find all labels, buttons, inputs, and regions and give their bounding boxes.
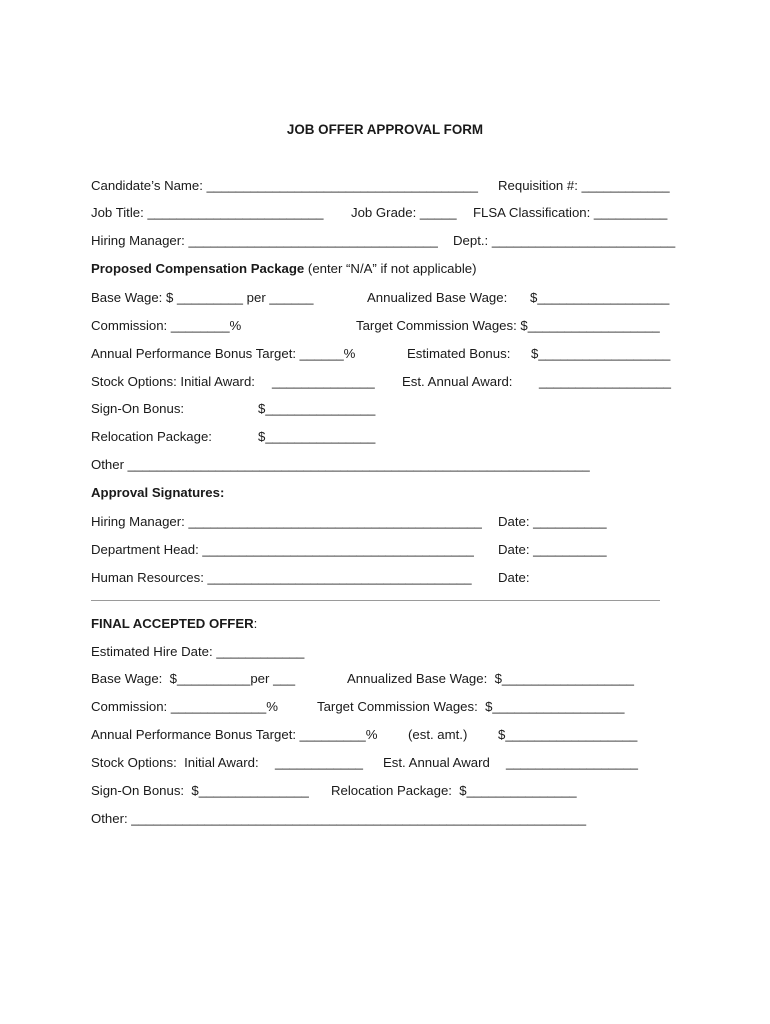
final-heading-colon: : <box>253 616 258 631</box>
target-commission-field[interactable]: Target Commission Wages: $__________________ <box>356 318 660 333</box>
final-annualized-base-wage-field[interactable]: Annualized Base Wage: $__________________ <box>347 671 634 686</box>
final-base-wage-field[interactable]: Base Wage: $__________per ___ <box>91 671 296 686</box>
final-stock-options-label: Stock Options: Initial Award: <box>91 755 259 770</box>
requisition-field[interactable]: Requisition #: ____________ <box>498 178 670 193</box>
final-bonus-target-field[interactable]: Annual Performance Bonus Target: _________% <box>91 727 378 742</box>
candidate-name-field[interactable]: Candidate’s Name: _____________________________________ <box>91 178 478 193</box>
department-head-signature-field[interactable]: Department Head: _____________________________________ <box>91 542 474 557</box>
hiring-manager-date-field[interactable]: Date: __________ <box>498 514 607 529</box>
sign-on-bonus-field[interactable]: $_______________ <box>258 401 376 416</box>
final-relocation-package-field[interactable]: Relocation Package: $_______________ <box>331 783 577 798</box>
human-resources-date-field[interactable]: Date: <box>498 570 530 585</box>
final-sign-on-bonus-field[interactable]: Sign-On Bonus: $_______________ <box>91 783 309 798</box>
dept-field[interactable]: Dept.: _________________________ <box>453 233 676 248</box>
hiring-manager-field[interactable]: Hiring Manager: __________________________________ <box>91 233 438 248</box>
department-head-date-field[interactable]: Date: __________ <box>498 542 607 557</box>
final-target-commission-field[interactable]: Target Commission Wages: $__________________ <box>317 699 625 714</box>
proposed-compensation-heading <box>91 261 477 277</box>
relocation-package-label: Relocation Package: <box>91 429 212 444</box>
stock-options-label: Stock Options: Initial Award: <box>91 374 255 389</box>
final-est-amt-field[interactable]: $__________________ <box>498 727 638 742</box>
final-heading-text: FINAL ACCEPTED OFFER <box>91 616 254 631</box>
annualized-base-wage-label: Annualized Base Wage: <box>367 290 508 305</box>
sign-on-bonus-label: Sign-On Bonus: <box>91 401 185 416</box>
approval-signatures-heading: Approval Signatures: <box>91 485 225 500</box>
relocation-package-field[interactable]: $_______________ <box>258 429 376 444</box>
final-commission-field[interactable]: Commission: _____________% <box>91 699 278 714</box>
final-est-annual-award-field[interactable]: __________________ <box>506 755 639 770</box>
estimated-bonus-label: Estimated Bonus: <box>407 346 511 361</box>
est-annual-award-label: Est. Annual Award: <box>402 374 513 389</box>
final-other-field[interactable]: Other: ______________________________________________________________ <box>91 811 587 826</box>
proposed-heading-note: (enter “N/A” if not applicable) <box>304 261 477 276</box>
base-wage-field[interactable]: Base Wage: $ _________ per ______ <box>91 290 314 305</box>
hiring-manager-signature-field[interactable]: Hiring Manager: ________________________________________ <box>91 514 482 529</box>
final-est-amt-label: (est. amt.) <box>408 727 468 742</box>
bonus-target-field[interactable]: Annual Performance Bonus Target: ______% <box>91 346 356 361</box>
final-accepted-offer-heading <box>91 616 257 632</box>
estimated-bonus-field[interactable]: $__________________ <box>531 346 671 361</box>
final-stock-options-field[interactable]: ____________ <box>275 755 364 770</box>
proposed-heading-text: Proposed Compensation Package <box>91 261 305 276</box>
other-field[interactable]: Other _______________________________________________________________ <box>91 457 590 472</box>
section-divider <box>91 600 660 601</box>
stock-options-field[interactable]: ______________ <box>272 374 375 389</box>
form-title: JOB OFFER APPROVAL FORM <box>286 122 484 137</box>
final-est-annual-award-label: Est. Annual Award <box>383 755 490 770</box>
annualized-base-wage-field[interactable]: $__________________ <box>530 290 670 305</box>
commission-field[interactable]: Commission: ________% <box>91 318 242 333</box>
flsa-classification-field[interactable]: FLSA Classification: __________ <box>473 205 668 220</box>
est-annual-award-field[interactable]: __________________ <box>539 374 672 389</box>
job-grade-field[interactable]: Job Grade: _____ <box>351 205 457 220</box>
estimated-hire-date-field[interactable]: Estimated Hire Date: ____________ <box>91 644 305 659</box>
job-title-field[interactable]: Job Title: ________________________ <box>91 205 324 220</box>
human-resources-signature-field[interactable]: Human Resources: ____________________________________ <box>91 570 472 585</box>
